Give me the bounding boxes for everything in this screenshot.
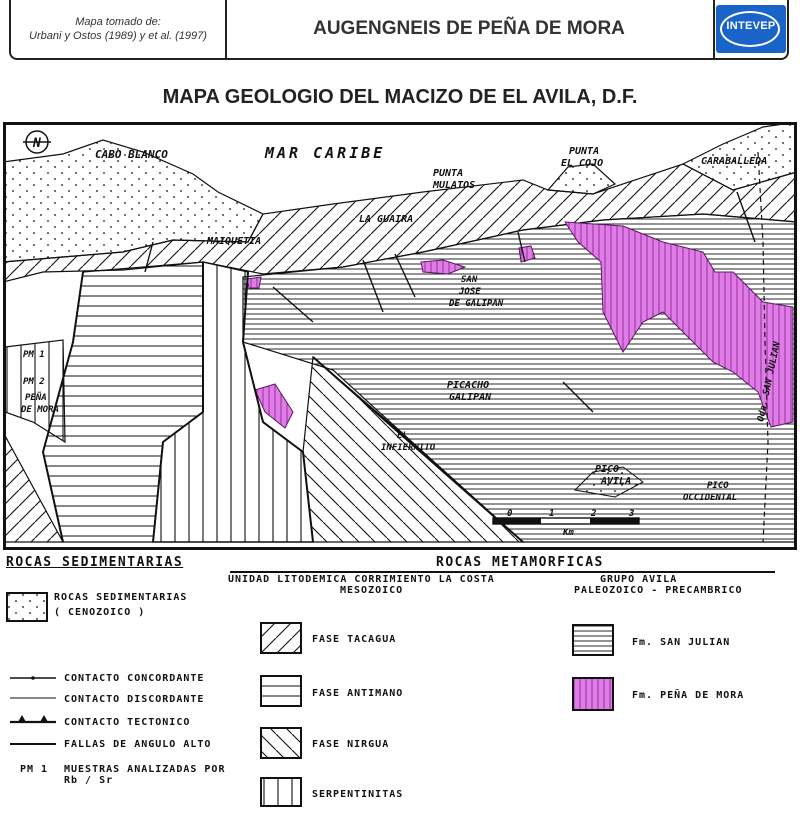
scale-tick-2: 2: [591, 509, 597, 519]
legend-divider: [230, 571, 775, 573]
legend-sedimentary-header: ROCAS SEDIMENTARIAS: [6, 555, 184, 570]
swatch-nirgua: [261, 728, 301, 758]
contact-1: CONTACTO CONCORDANTE: [64, 673, 205, 684]
label-picacho-2: GALIPAN: [449, 392, 492, 403]
sed-item-1: ROCAS SEDIMENTARIAS: [54, 592, 188, 603]
sed-item-2: ( CENOZOICO ): [54, 607, 146, 618]
contact-2: CONTACTO DISCORDANTE: [64, 694, 205, 705]
samples-2: Rb / Sr: [64, 775, 114, 786]
label-el-infiernito-2: INFIERNITO: [381, 443, 436, 453]
scale-tick-3: 3: [629, 509, 635, 519]
swatch-antimano: [261, 676, 301, 706]
swatch-sedimentary: [6, 592, 48, 622]
label-san-jose-1: SAN: [461, 275, 478, 285]
contact-4: FALLAS DE ANGULO ALTO: [64, 739, 212, 750]
source-line-2: Urbani y Ostos (1989) y et al. (1997): [29, 30, 207, 42]
label-picacho-1: PICACHO: [447, 380, 490, 391]
source-note: [11, 0, 227, 58]
label-punta-el-cojo-1: PUNTA: [569, 146, 600, 157]
label-maiquetia: MAIQUETIA: [207, 236, 262, 247]
formation-swatches: [572, 624, 616, 714]
label-punta-mulatos-2: MULATOS: [433, 180, 476, 191]
phase-3: FASE NIRGUA: [312, 739, 390, 750]
phase-4: SERPENTINITAS: [312, 789, 404, 800]
source-line-1: Mapa tomado de:: [75, 16, 161, 28]
phase-1: FASE TACAGUA: [312, 634, 397, 645]
label-pm1: PM 1: [23, 350, 45, 360]
phase-swatches: [260, 622, 304, 808]
label-san-jose-3: DE GALIPAN: [449, 299, 504, 309]
label-pena-de-mora-2: DE MORA: [21, 405, 59, 415]
label-pm2: PM 2: [23, 377, 45, 387]
intevep-logo: [716, 5, 786, 53]
logo-cell: [713, 0, 789, 58]
label-pico-occidental-1: PICO: [707, 481, 729, 491]
unit-header-1: UNIDAD LITODEMICA CORRIMIENTO LA COSTA: [228, 574, 495, 585]
map-frame: [3, 122, 797, 550]
swatch-san-julian: [573, 625, 613, 655]
north-label: N: [33, 136, 41, 151]
page-title: MAPA GEOLOGIO DEL MACIZO DE EL AVILA, D.F.: [162, 86, 638, 108]
label-pena-de-mora-1: PEÑA: [25, 393, 47, 403]
contact-symbols: [8, 670, 58, 760]
swatch-serpentinitas: [261, 778, 301, 806]
label-mar-caribe: MAR CARIBE: [265, 144, 386, 162]
samples-1: MUESTRAS ANALIZADAS POR: [64, 764, 226, 775]
label-pico-avila-1: PICO: [595, 464, 620, 475]
formation-1: Fm. SAN JULIAN: [632, 637, 731, 648]
legend-metamorphic-header: ROCAS METAMORFICAS: [436, 555, 604, 570]
label-punta-mulatos-1: PUNTA: [433, 168, 464, 179]
scale-tick-1: 1: [549, 509, 555, 519]
swatch-tacagua: [261, 623, 301, 653]
group-header-2: PALEOZOICO - PRECAMBRICO: [574, 585, 743, 596]
scale-unit: Km: [563, 528, 574, 538]
header-title: AUGENGNEIS DE PEÑA DE MORA: [225, 0, 715, 58]
label-el-infiernito-1: EL: [397, 431, 408, 441]
samples-code: PM 1: [20, 764, 49, 775]
label-punta-el-cojo-2: EL COJO: [561, 158, 604, 169]
scale-tick-0: 0: [507, 509, 513, 519]
label-pico-occidental-2: OCCIDENTAL: [683, 493, 738, 503]
label-san-jose-2: JOSE: [459, 287, 481, 297]
group-header-1: GRUPO AVILA: [600, 574, 678, 585]
label-pico-avila-2: AVILA: [601, 476, 632, 487]
swatch-pena-de-mora: [573, 678, 613, 710]
phase-2: FASE ANTIMANO: [312, 688, 404, 699]
unit-header-2: MESOZOICO: [340, 585, 404, 596]
header-bar: [9, 0, 789, 60]
formation-2: Fm. PEÑA DE MORA: [632, 690, 745, 701]
label-caraballeda: CARABALLEDA: [701, 156, 768, 167]
label-la-guaira: LA GUAIRA: [359, 214, 414, 225]
label-cabo-blanco: CABO BLANCO: [95, 148, 168, 161]
contact-3: CONTACTO TECTONICO: [64, 717, 191, 728]
label-qda-san-julian: Qda. SAN JULIAN: [756, 341, 783, 423]
logo-text: INTEVEP: [726, 20, 776, 32]
